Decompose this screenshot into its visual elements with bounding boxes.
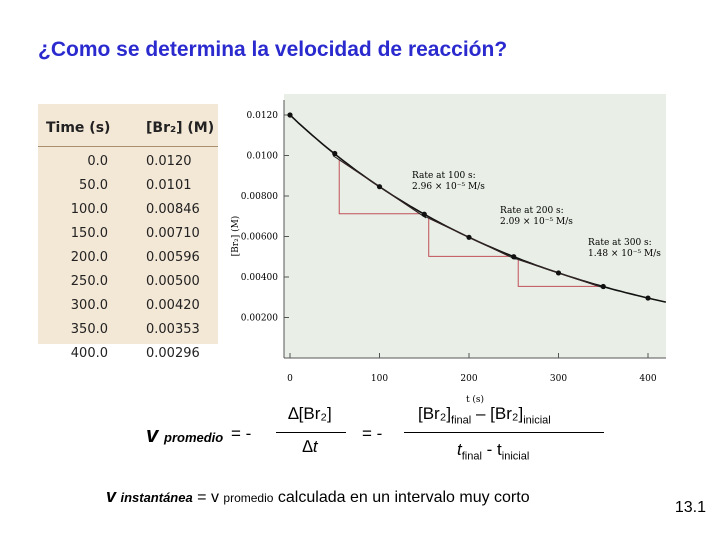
fraction-bar-2: [404, 432, 604, 433]
x-tick-label: 200: [460, 374, 478, 384]
y-axis-label: [Br₂] (M): [231, 215, 241, 257]
promedio-subscript: promedio: [164, 430, 224, 445]
time-cell: 250.0: [70, 274, 108, 289]
concentration-cell: 0.00710: [146, 226, 200, 241]
concentration-cell: 0.00353: [146, 322, 200, 337]
rate-label-value: 2.96 × 10⁻⁵ M/s: [412, 182, 485, 192]
table-row: [38, 178, 218, 202]
time-cell: 200.0: [70, 250, 108, 265]
concentration-cell: 0.0120: [146, 154, 192, 169]
x-tick-label: 300: [549, 374, 568, 384]
table-row: [38, 274, 218, 298]
y-tick-label: 0.0100: [246, 151, 278, 162]
equals-minus: = -: [231, 424, 252, 443]
header-concentration: [Br₂] (M): [146, 120, 215, 136]
y-tick-label: 0.00800: [240, 192, 278, 202]
slide-title: ¿Como se determina la velocidad de reacción?: [38, 38, 508, 61]
data-point: [556, 270, 561, 275]
rate-label-value: 2.09 × 10⁻⁵ M/s: [500, 217, 573, 227]
y-tick-label: 0.00400: [240, 273, 278, 283]
data-point: [511, 254, 516, 259]
table-row: [38, 250, 218, 274]
rate-label-title: Rate at 100 s:: [412, 171, 476, 181]
time-cell: 350.0: [70, 322, 108, 337]
instantaneous-rate-definition: v instantánea = v promedio calculada en un intervalo muy corto: [106, 486, 530, 506]
concentration-cell: 0.00296: [146, 346, 200, 361]
delta-br2: ∆[Br₂]: [288, 404, 332, 423]
time-cell: 150.0: [70, 226, 108, 241]
table-row: [38, 322, 218, 346]
rate-label-title: Rate at 300 s:: [588, 238, 652, 248]
concentration-cell: 0.00500: [146, 274, 200, 289]
concentration-cell: 0.0101: [146, 178, 192, 193]
v-symbol: v: [146, 422, 159, 447]
time-cell: 100.0: [70, 202, 108, 217]
table-header: [38, 110, 218, 146]
plot-area: [284, 94, 666, 358]
header-time: Time (s): [46, 120, 111, 136]
t-final-denominator: $t_{final} - t_{inicial}$: [457, 440, 530, 463]
table-row: [38, 154, 218, 178]
time-cell: 300.0: [70, 298, 108, 313]
table-row: [38, 298, 218, 322]
table-row: [38, 346, 218, 370]
br2-final-numerator: $[Br_2]_{final} - [Br_2]_{inicial}$: [418, 404, 551, 427]
concentration-cell: 0.00846: [146, 202, 200, 217]
data-point: [287, 112, 292, 117]
y-tick-label: 0.0120: [246, 111, 278, 121]
table-row: [38, 226, 218, 250]
data-point: [601, 284, 606, 289]
x-tick-label: 400: [639, 374, 657, 384]
data-point: [466, 235, 471, 240]
rate-label-title: Rate at 200 s:: [500, 206, 564, 216]
data-point: [332, 151, 337, 156]
table-row: [38, 202, 218, 226]
fraction-bar-1: [276, 432, 346, 433]
time-cell: 400.0: [70, 346, 108, 361]
time-cell: 0.0: [87, 154, 108, 169]
concentration-cell: 0.00420: [146, 298, 200, 313]
y-tick-label: 0.00600: [240, 232, 278, 243]
rate-label-value: 1.48 × 10⁻⁵ M/s: [588, 249, 661, 259]
x-axis-label: t (s): [465, 395, 485, 405]
x-tick-label: 0: [287, 374, 293, 384]
equals-minus-2: = -: [362, 424, 383, 443]
time-cell: 50.0: [79, 178, 108, 193]
concentration-cell: 0.00596: [146, 250, 200, 265]
data-point: [377, 184, 382, 189]
data-point: [422, 212, 427, 217]
x-tick-label: 100: [370, 374, 389, 384]
delta-t: ∆t: [302, 437, 318, 456]
concentration-chart: [228, 90, 668, 405]
data-table: [38, 104, 218, 361]
y-tick-label: 0.00200: [240, 313, 278, 324]
table-divider: [38, 146, 218, 147]
slide-number: 13.1: [674, 499, 706, 516]
data-point: [645, 295, 650, 300]
